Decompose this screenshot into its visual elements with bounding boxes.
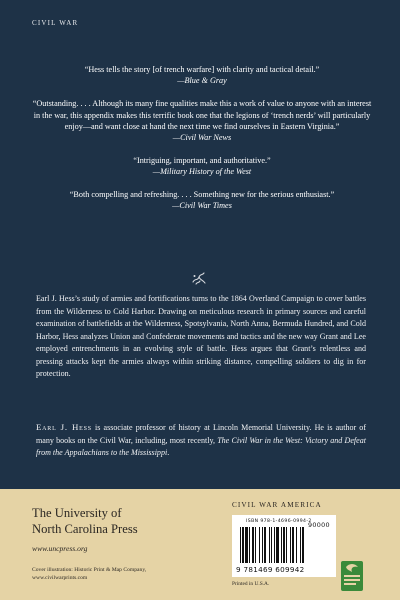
barcode-bar [271,527,272,563]
barcode-bar [249,527,250,563]
price-code: 90000 [308,521,330,529]
barcode-bar [240,527,241,563]
barcode-bar [274,527,275,563]
blurb-quote: “Intriguing, important, and authoritative.” [133,156,271,166]
barcode-bar [276,527,279,563]
blurb-4 [30,189,374,211]
press-name-line-1: The University of [32,506,122,520]
credit-line-2: www.civilwarprints.com [32,575,88,581]
barcode-bar [290,527,291,563]
blurb-2 [30,98,374,143]
book-description: Earl J. Hess’s study of armies and fortifications turns to the 1864 Overland Campaign to cover battles from the Wilderness to Cold Harbor. Drawing on meticulous research in primary sources and careful examination of battlefields at the Wilderness, Spotsylvania, North Anna, Bermuda Hundred, and Cold Harbor, Hess analyzes Union and Confederate movements and tactics and the new way Grant and Lee employed entrenchments in an evolving style of battle. Hess argues that Grant’s relentless and pressing attacks kept the armies always within striking distance, compelling soldiers to dig in for protection. [36,294,366,378]
ornament-icon [191,272,207,286]
blurb-1 [30,64,374,86]
barcode-bar [264,527,266,563]
blurb-quote: “Outstanding. . . . Although its many fine qualities make this a work of value to anyone with an interest in the war, this appendix makes this terrific book one that the legions of ‘trench nerds’ will particularly enjoy—and want close at hand the next time we find ourselves in Eastern Virginia.” [32,99,372,131]
blurb-source: —Blue & Gray [177,76,227,86]
blurb-source: —Civil War News [172,133,232,143]
press-name [32,505,138,537]
barcode-bar [300,527,301,563]
author-book-title: The Civil War in the West: Victory and Defeat from the Appalachians to the Mississippi [36,435,366,457]
barcode-bar [283,527,285,563]
press-name-line-2: North Carolina Press [32,522,138,536]
barcode-bar [302,527,304,563]
barcode-bar [286,527,287,563]
barcode-digits: 9 781469 609942 [236,565,305,574]
printed-in: Printed in U.S.A. [232,581,270,587]
author-name: Earl J. Hess [36,422,92,432]
barcode-bar [262,527,263,563]
author-bio [36,421,366,460]
cover-credit [32,566,146,582]
barcode-panel [232,515,336,577]
barcode-bar [259,527,260,563]
barcode-bar [281,527,282,563]
barcode-icon [238,525,330,565]
green-press-logo-icon [341,561,363,591]
barcode-bar [245,527,248,563]
barcode-bar [255,527,256,563]
series-imprint: CIVIL WAR AMERICA [232,501,322,509]
author-bio-end: . [167,448,170,457]
author-bio-text: is associate professor of history at Lincoln Memorial University. He is author of many books on the Civil War, including, most recently, [36,423,367,445]
blurb-source: —Civil War Times [172,200,232,210]
review-blurbs [30,64,374,223]
isbn-text: ISBN 978-1-4696-0994-2 [246,519,312,524]
barcode-bar [296,527,297,563]
blurb-quote: “Both compelling and refreshing. . . . Something new for the serious enthusiast.” [69,189,335,199]
credit-line-1: Cover illustration: Historic Print & Map Company, [32,567,147,573]
blurb-source: —Military History of the West [152,167,252,177]
barcode-bar [269,527,270,563]
barcode-bar [252,527,254,563]
series-label: CIVIL WAR [32,19,79,27]
blurb-quote: “Hess tells the story [of trench warfare] with clarity and tactical detail.” [84,65,320,74]
barcode-bar [242,527,244,563]
press-url: www.uncpress.org [32,544,88,553]
publisher-footer [0,489,400,600]
blurb-3 [30,155,374,177]
barcode-bar [292,527,294,563]
